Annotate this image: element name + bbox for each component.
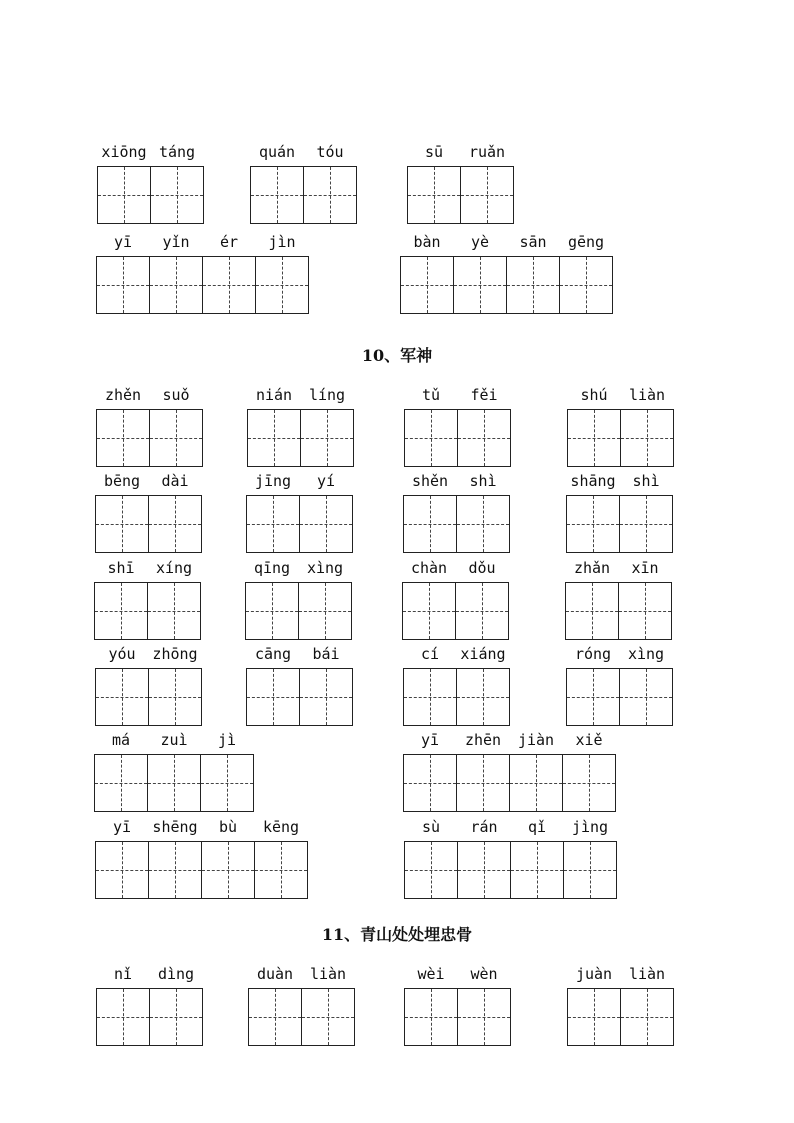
- writing-grid: [403, 668, 509, 726]
- tianzige-cell[interactable]: [455, 582, 509, 640]
- pinyin-label: zhōng: [152, 645, 198, 663]
- writing-grid: [407, 166, 513, 224]
- pinyin-label: róng: [574, 645, 612, 663]
- tianzige-cell[interactable]: [619, 495, 673, 553]
- pinyin-label: xīn: [631, 559, 659, 577]
- word-group: [246, 644, 354, 728]
- tianzige-cell[interactable]: [457, 409, 511, 467]
- tianzige-cell[interactable]: [95, 841, 149, 899]
- tianzige-cell[interactable]: [97, 166, 151, 224]
- tianzige-cell[interactable]: [566, 495, 620, 553]
- pinyin-label: sù: [421, 818, 441, 836]
- word-group: [250, 142, 358, 226]
- pinyin-row: [407, 142, 515, 164]
- pinyin-label: nǐ: [113, 965, 133, 983]
- pinyin-row: [245, 558, 353, 580]
- lesson-10-title: 10、军神: [361, 346, 433, 365]
- tianzige-cell[interactable]: [149, 409, 203, 467]
- pinyin-row: [250, 142, 358, 164]
- pinyin-row: [248, 964, 356, 986]
- tianzige-cell[interactable]: [301, 988, 355, 1046]
- pinyin-label: shī: [107, 559, 135, 577]
- word-group: [407, 142, 515, 226]
- lesson-11-title: 11、青山处处埋忠骨: [321, 925, 473, 944]
- tianzige-cell[interactable]: [96, 409, 150, 467]
- tianzige-cell[interactable]: [96, 988, 150, 1046]
- writing-grid: [566, 668, 672, 726]
- tianzige-cell[interactable]: [94, 754, 148, 812]
- pinyin-label: xiě: [575, 731, 603, 749]
- word-group: [404, 964, 512, 1048]
- tianzige-cell[interactable]: [246, 495, 300, 553]
- pinyin-label: yī: [420, 731, 440, 749]
- tianzige-cell[interactable]: [620, 988, 674, 1046]
- pinyin-label: xìng: [627, 645, 665, 663]
- pinyin-label: kēng: [262, 818, 300, 836]
- pinyin-label: sān: [519, 233, 547, 251]
- pinyin-label: wèn: [470, 965, 498, 983]
- pinyin-row: [566, 471, 674, 493]
- word-group: [404, 385, 512, 469]
- tianzige-cell[interactable]: [148, 668, 202, 726]
- tianzige-cell[interactable]: [148, 841, 202, 899]
- pinyin-label: bàn: [413, 233, 441, 251]
- pinyin-label: fěi: [470, 386, 498, 404]
- writing-grid: [95, 668, 201, 726]
- writing-grid: [566, 495, 672, 553]
- tianzige-cell[interactable]: [563, 841, 617, 899]
- tianzige-cell[interactable]: [247, 409, 301, 467]
- pinyin-label: shěn: [411, 472, 449, 490]
- pinyin-label: suǒ: [162, 386, 190, 404]
- tianzige-cell[interactable]: [95, 495, 149, 553]
- writing-grid: [96, 988, 202, 1046]
- tianzige-cell[interactable]: [506, 256, 560, 314]
- tianzige-cell[interactable]: [566, 668, 620, 726]
- pinyin-label: táng: [158, 143, 196, 161]
- word-group: [567, 964, 675, 1048]
- word-group: [246, 471, 354, 555]
- pinyin-label: xíng: [155, 559, 193, 577]
- pinyin-row: [403, 471, 511, 493]
- writing-grid: [404, 988, 510, 1046]
- writing-grid: [95, 495, 201, 553]
- writing-grid: [247, 409, 353, 467]
- tianzige-cell[interactable]: [298, 582, 352, 640]
- tianzige-cell[interactable]: [403, 754, 457, 812]
- pinyin-label: zuì: [160, 731, 188, 749]
- pinyin-row: [246, 471, 354, 493]
- tianzige-cell[interactable]: [618, 582, 672, 640]
- tianzige-cell[interactable]: [407, 166, 461, 224]
- tianzige-cell[interactable]: [202, 256, 256, 314]
- pinyin-row: [400, 232, 614, 254]
- tianzige-cell[interactable]: [565, 582, 619, 640]
- tianzige-cell[interactable]: [254, 841, 308, 899]
- writing-grid: [94, 754, 253, 812]
- pinyin-label: tóu: [316, 143, 344, 161]
- pinyin-label: dìng: [157, 965, 195, 983]
- tianzige-cell[interactable]: [567, 988, 621, 1046]
- pinyin-label: yǐn: [162, 233, 190, 251]
- word-group: [97, 142, 205, 226]
- tianzige-cell[interactable]: [510, 841, 564, 899]
- pinyin-label: xiōng: [101, 143, 147, 161]
- writing-grid: [245, 582, 351, 640]
- pinyin-label: quán: [258, 143, 296, 161]
- tianzige-cell[interactable]: [147, 582, 201, 640]
- tianzige-cell[interactable]: [509, 754, 563, 812]
- pinyin-label: wèi: [417, 965, 445, 983]
- tianzige-cell[interactable]: [303, 166, 357, 224]
- tianzige-cell[interactable]: [200, 754, 254, 812]
- word-group: [566, 644, 674, 728]
- pinyin-label: zhǎn: [573, 559, 611, 577]
- tianzige-cell[interactable]: [456, 754, 510, 812]
- pinyin-label: tǔ: [421, 386, 441, 404]
- word-group: [403, 644, 511, 728]
- tianzige-cell[interactable]: [147, 754, 201, 812]
- pinyin-label: liàn: [628, 965, 666, 983]
- word-group: [95, 471, 203, 555]
- word-group: [95, 817, 309, 901]
- writing-grid: [96, 256, 308, 314]
- pinyin-row: [565, 558, 673, 580]
- pinyin-label: qīng: [253, 559, 291, 577]
- tianzige-cell[interactable]: [619, 668, 673, 726]
- pinyin-label: yī: [113, 233, 133, 251]
- pinyin-label: zhěn: [104, 386, 142, 404]
- word-group: [402, 558, 510, 642]
- pinyin-label: líng: [308, 386, 346, 404]
- tianzige-cell[interactable]: [404, 841, 458, 899]
- word-group: [94, 558, 202, 642]
- pinyin-label: jì: [217, 731, 237, 749]
- tianzige-cell[interactable]: [456, 495, 510, 553]
- pinyin-label: liàn: [309, 965, 347, 983]
- pinyin-label: nián: [255, 386, 293, 404]
- writing-grid: [97, 166, 203, 224]
- pinyin-label: gēng: [567, 233, 605, 251]
- pinyin-row: [96, 232, 310, 254]
- tianzige-cell[interactable]: [96, 256, 150, 314]
- pinyin-label: shāng: [570, 472, 616, 490]
- pinyin-row: [94, 558, 202, 580]
- pinyin-label: jiàn: [517, 731, 555, 749]
- pinyin-row: [567, 964, 675, 986]
- writing-grid: [95, 841, 307, 899]
- pinyin-label: chàn: [410, 559, 448, 577]
- pinyin-row: [402, 558, 510, 580]
- writing-grid: [400, 256, 612, 314]
- pinyin-label: jìng: [571, 818, 609, 836]
- writing-grid: [403, 495, 509, 553]
- tianzige-cell[interactable]: [201, 841, 255, 899]
- word-group: [96, 964, 204, 1048]
- pinyin-label: liàn: [628, 386, 666, 404]
- writing-grid: [250, 166, 356, 224]
- pinyin-label: qǐ: [527, 818, 547, 836]
- writing-grid: [96, 409, 202, 467]
- word-group: [404, 817, 618, 901]
- tianzige-cell[interactable]: [402, 582, 456, 640]
- writing-grid: [567, 409, 673, 467]
- pinyin-label: ruǎn: [468, 143, 506, 161]
- tianzige-cell[interactable]: [567, 409, 621, 467]
- writing-grid: [404, 841, 616, 899]
- pinyin-row: [403, 730, 617, 752]
- pinyin-label: ér: [219, 233, 239, 251]
- pinyin-label: dǒu: [468, 559, 496, 577]
- pinyin-label: yí: [316, 472, 336, 490]
- pinyin-label: zhēn: [464, 731, 502, 749]
- pinyin-label: yī: [112, 818, 132, 836]
- pinyin-row: [97, 142, 205, 164]
- writing-grid: [246, 495, 352, 553]
- pinyin-label: duàn: [256, 965, 294, 983]
- pinyin-label: rán: [470, 818, 498, 836]
- word-group: [94, 730, 255, 814]
- pinyin-label: yóu: [108, 645, 136, 663]
- pinyin-label: xiáng: [460, 645, 506, 663]
- pinyin-row: [94, 730, 255, 752]
- pinyin-label: shì: [469, 472, 497, 490]
- tianzige-cell[interactable]: [245, 582, 299, 640]
- tianzige-cell[interactable]: [562, 754, 616, 812]
- tianzige-cell[interactable]: [404, 409, 458, 467]
- tianzige-cell[interactable]: [255, 256, 309, 314]
- pinyin-row: [404, 385, 512, 407]
- tianzige-cell[interactable]: [456, 668, 510, 726]
- pinyin-row: [96, 385, 204, 407]
- word-group: [400, 232, 614, 316]
- word-group: [96, 385, 204, 469]
- tianzige-cell[interactable]: [460, 166, 514, 224]
- word-group: [567, 385, 675, 469]
- pinyin-row: [95, 817, 309, 839]
- tianzige-cell[interactable]: [248, 988, 302, 1046]
- tianzige-cell[interactable]: [149, 256, 203, 314]
- pinyin-label: cí: [420, 645, 440, 663]
- pinyin-row: [403, 644, 511, 666]
- pinyin-row: [404, 817, 618, 839]
- tianzige-cell[interactable]: [149, 988, 203, 1046]
- word-group: [96, 232, 310, 316]
- writing-grid: [404, 409, 510, 467]
- writing-grid: [246, 668, 352, 726]
- writing-grid: [248, 988, 354, 1046]
- pinyin-row: [95, 471, 203, 493]
- tianzige-cell[interactable]: [94, 582, 148, 640]
- word-group: [565, 558, 673, 642]
- pinyin-label: jīng: [254, 472, 292, 490]
- pinyin-label: shēng: [152, 818, 198, 836]
- tianzige-cell[interactable]: [246, 668, 300, 726]
- pinyin-label: dài: [161, 472, 189, 490]
- pinyin-row: [95, 644, 203, 666]
- pinyin-label: má: [111, 731, 131, 749]
- pinyin-label: bái: [312, 645, 340, 663]
- tianzige-cell[interactable]: [403, 495, 457, 553]
- writing-grid: [567, 988, 673, 1046]
- tianzige-cell[interactable]: [453, 256, 507, 314]
- pinyin-label: shì: [632, 472, 660, 490]
- pinyin-label: xìng: [306, 559, 344, 577]
- pinyin-label: sū: [424, 143, 444, 161]
- writing-grid: [402, 582, 508, 640]
- writing-grid: [94, 582, 200, 640]
- word-group: [566, 471, 674, 555]
- pinyin-label: bēng: [103, 472, 141, 490]
- pinyin-label: shú: [580, 386, 608, 404]
- tianzige-cell[interactable]: [300, 409, 354, 467]
- tianzige-cell[interactable]: [403, 668, 457, 726]
- tianzige-cell[interactable]: [457, 988, 511, 1046]
- word-group: [248, 964, 356, 1048]
- tianzige-cell[interactable]: [148, 495, 202, 553]
- word-group: [403, 471, 511, 555]
- tianzige-cell[interactable]: [457, 841, 511, 899]
- writing-grid: [565, 582, 671, 640]
- pinyin-row: [247, 385, 355, 407]
- pinyin-row: [246, 644, 354, 666]
- tianzige-cell[interactable]: [150, 166, 204, 224]
- word-group: [245, 558, 353, 642]
- tianzige-cell[interactable]: [404, 988, 458, 1046]
- pinyin-label: cāng: [254, 645, 292, 663]
- pinyin-row: [404, 964, 512, 986]
- tianzige-cell[interactable]: [299, 668, 353, 726]
- writing-grid: [403, 754, 615, 812]
- word-group: [403, 730, 617, 814]
- pinyin-label: bù: [218, 818, 238, 836]
- tianzige-cell[interactable]: [559, 256, 613, 314]
- pinyin-label: yè: [470, 233, 490, 251]
- tianzige-cell[interactable]: [95, 668, 149, 726]
- pinyin-row: [566, 644, 674, 666]
- word-group: [95, 644, 203, 728]
- pinyin-row: [567, 385, 675, 407]
- tianzige-cell[interactable]: [400, 256, 454, 314]
- tianzige-cell[interactable]: [250, 166, 304, 224]
- pinyin-label: juàn: [575, 965, 613, 983]
- tianzige-cell[interactable]: [299, 495, 353, 553]
- pinyin-row: [96, 964, 204, 986]
- pinyin-label: jìn: [268, 233, 296, 251]
- tianzige-cell[interactable]: [620, 409, 674, 467]
- word-group: [247, 385, 355, 469]
